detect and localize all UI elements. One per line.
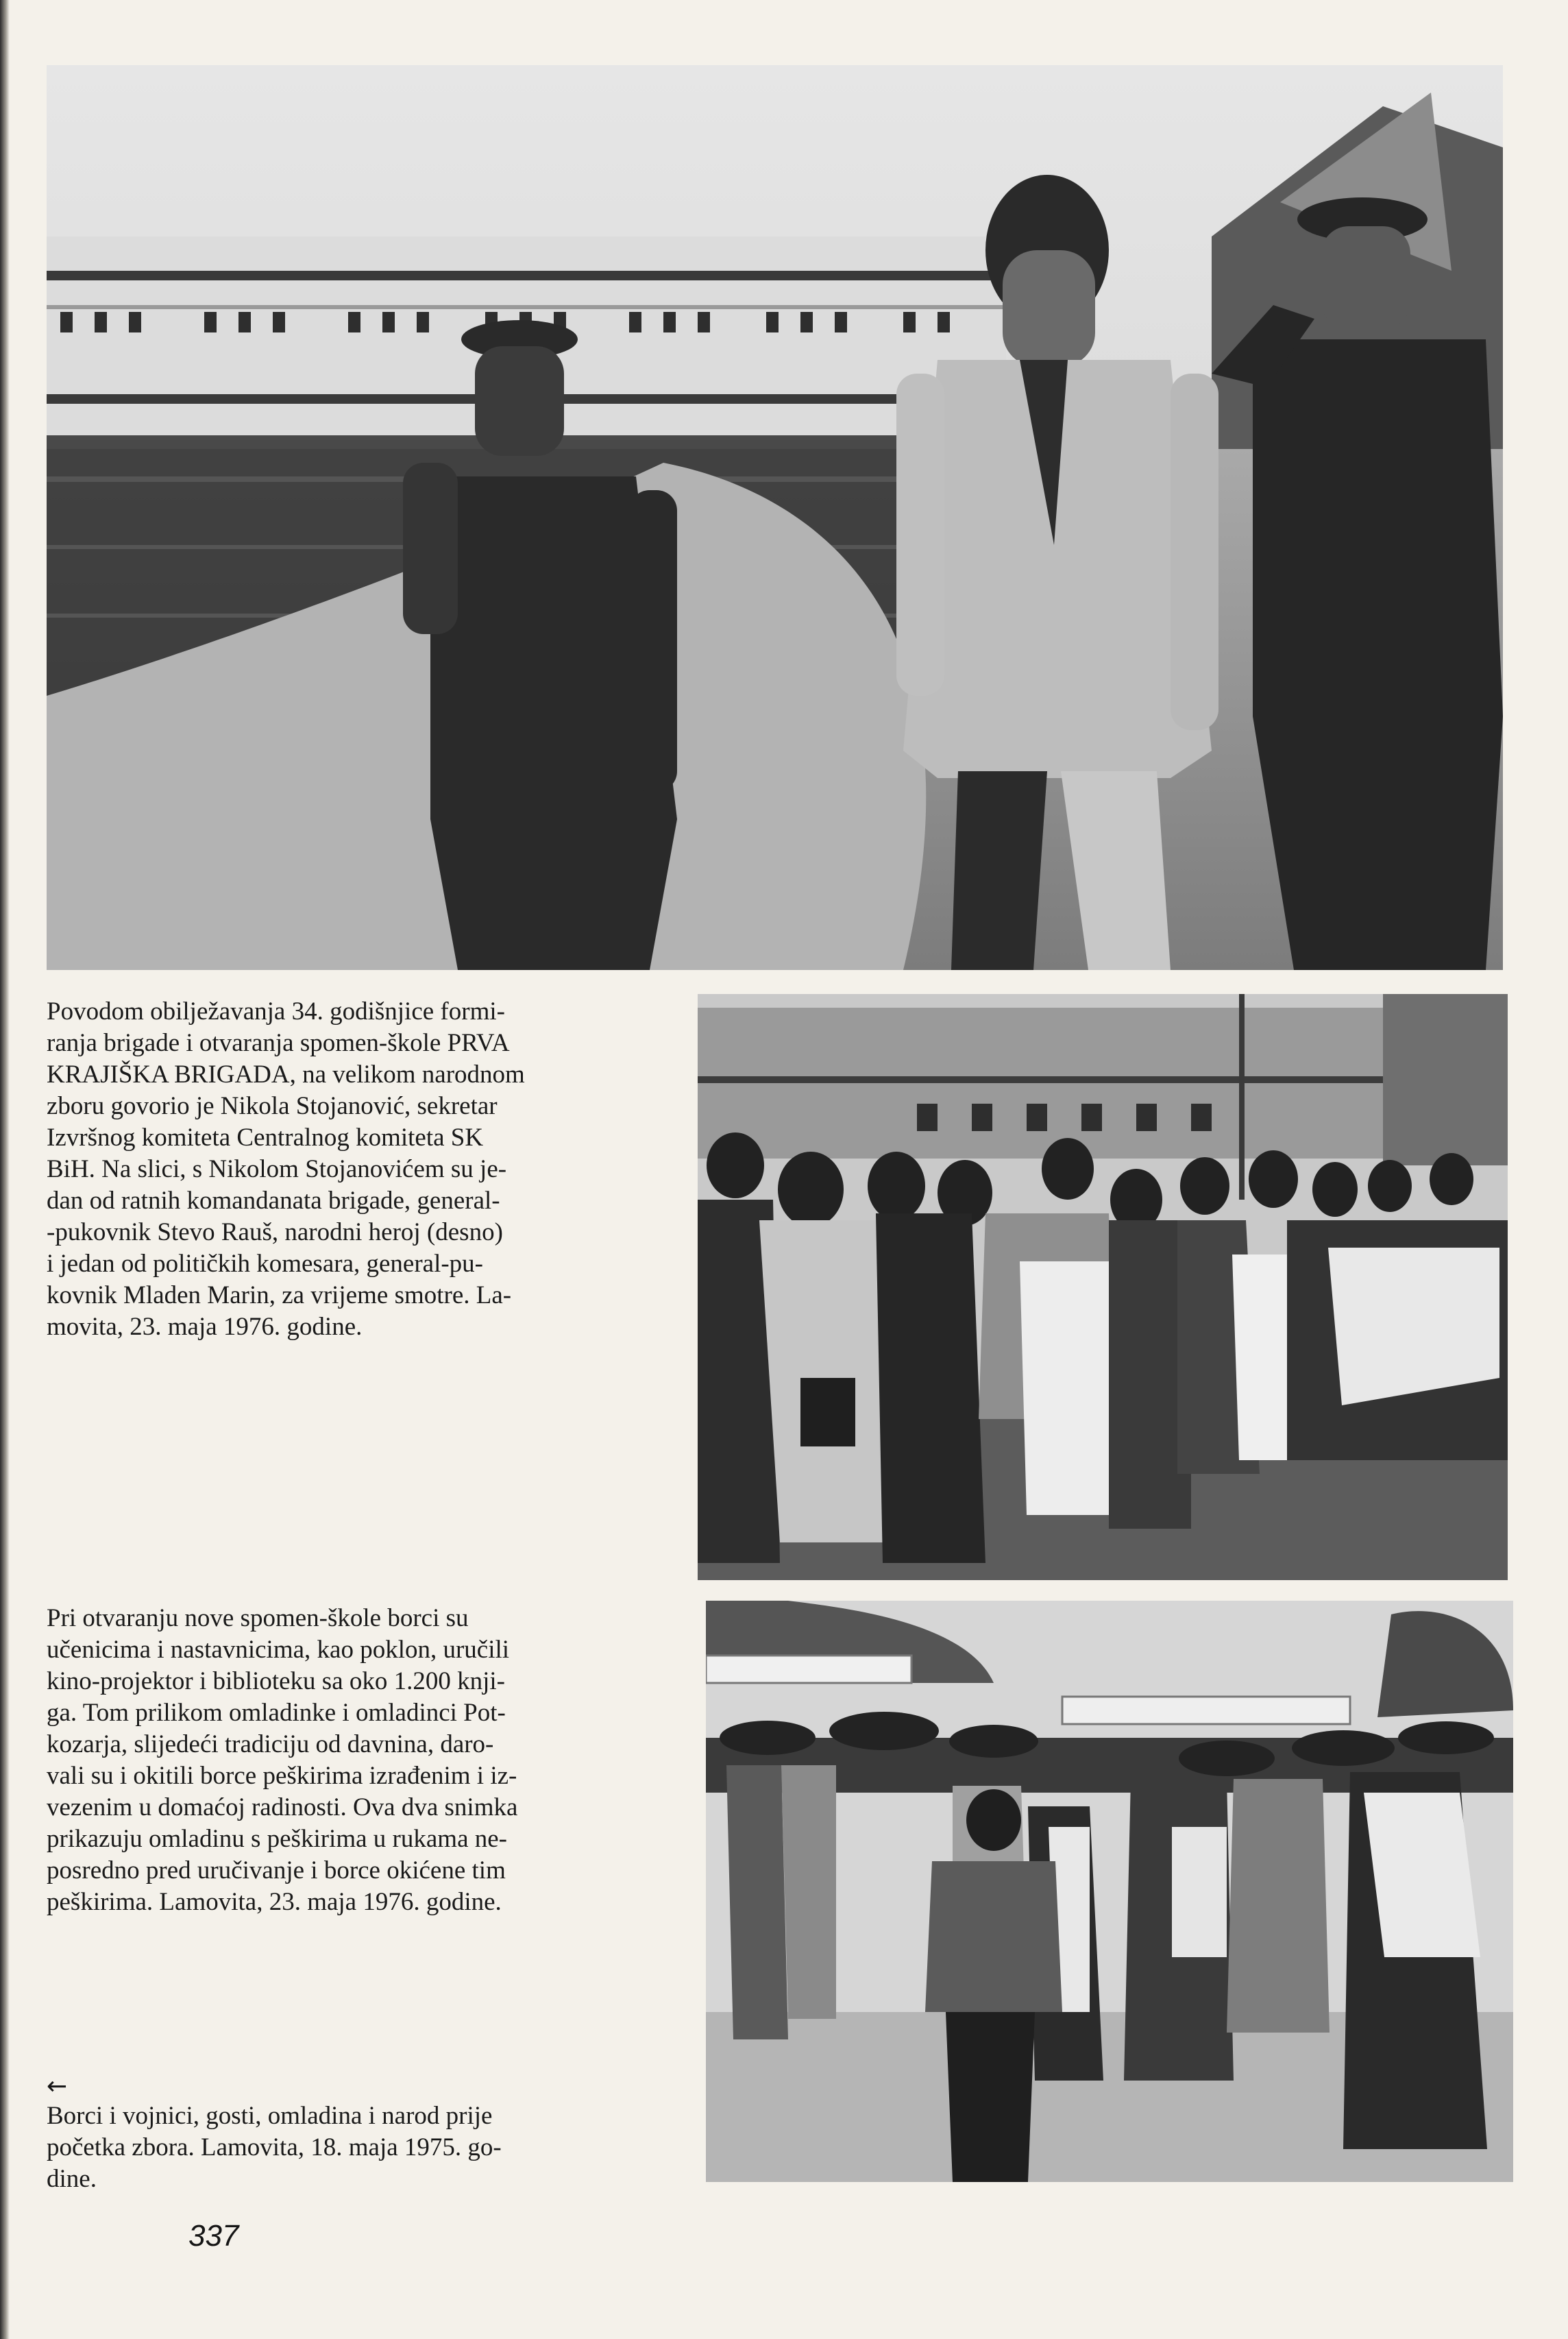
caption-line: i jedan od političkih komesara, general-pu-: [47, 1250, 484, 1278]
photo-review-of-troops: [47, 65, 1503, 970]
caption-towel-gifts: [47, 1603, 638, 1918]
caption-line: dan od ratnih komandanata brigade, general-: [47, 1187, 500, 1215]
caption-line: ranja brigade i otvaranja spomen-škole PRVA: [47, 1029, 510, 1057]
caption-line: kozarja, slijedeći tradiciju od davnina, daro-: [47, 1730, 494, 1758]
page-number: 337: [188, 2219, 239, 2253]
caption-line: Povodom obilježavanja 34. godišnjice formi-: [47, 997, 505, 1026]
caption-line: ga. Tom prilikom omladinke i omladinci Pot-: [47, 1699, 506, 1727]
caption-line: prikazuju omladinu s peškirima u rukama ne-: [47, 1825, 507, 1853]
caption-line: movita, 23. maja 1976. godine.: [47, 1313, 363, 1341]
caption-line: dine.: [47, 2165, 97, 2193]
caption-line: posredno pred uručivanje i borce okićene tim: [47, 1856, 506, 1884]
caption-line: kovnik Mladen Marin, za vrijeme smotre. La-: [47, 1281, 512, 1309]
caption-line: učenicima i nastavnicima, kao poklon, uručili: [47, 1636, 510, 1664]
caption-crowd-gathering: [47, 2100, 638, 2195]
caption-line: vezenim u domaćoj radinosti. Ova dva snimka: [47, 1793, 518, 1821]
caption-line: početka zbora. Lamovita, 18. maja 1975. go-: [47, 2133, 502, 2161]
caption-line: -pukovnik Stevo Rauš, narodni heroj (desno): [47, 1218, 503, 1246]
photo-review-of-troops-image: [47, 65, 1503, 970]
caption-line: BiH. Na slici, s Nikolom Stojanovićem su je-: [47, 1155, 507, 1183]
arrow-left-icon: ←: [47, 2072, 68, 2100]
book-spine-shadow: [0, 0, 10, 2339]
photo-crowd-before-gathering: [706, 1601, 1513, 2182]
photo-crowd-before-gathering-image: [706, 1601, 1513, 2182]
caption-line: vali su i okitili borce peškirima izrađenim i iz-: [47, 1762, 517, 1790]
caption-line: kino-projektor i biblioteku sa oko 1.200 knji-: [47, 1667, 505, 1695]
photo-youth-with-towels: [698, 994, 1508, 1580]
photo-youth-with-towels-image: [698, 994, 1508, 1580]
caption-troop-review: [47, 996, 631, 1343]
caption-line: Pri otvaranju nove spomen-škole borci su: [47, 1604, 469, 1632]
caption-line: zboru govorio je Nikola Stojanović, sekretar: [47, 1092, 498, 1120]
caption-line: KRAJIŠKA BRIGADA, na velikom narodnom: [47, 1061, 525, 1089]
caption-line: peškirima. Lamovita, 23. maja 1976. godine.: [47, 1888, 502, 1916]
caption-line: Borci i vojnici, gosti, omladina i narod prije: [47, 2102, 493, 2130]
caption-line: Izvršnog komiteta Centralnog komiteta SK: [47, 1124, 484, 1152]
